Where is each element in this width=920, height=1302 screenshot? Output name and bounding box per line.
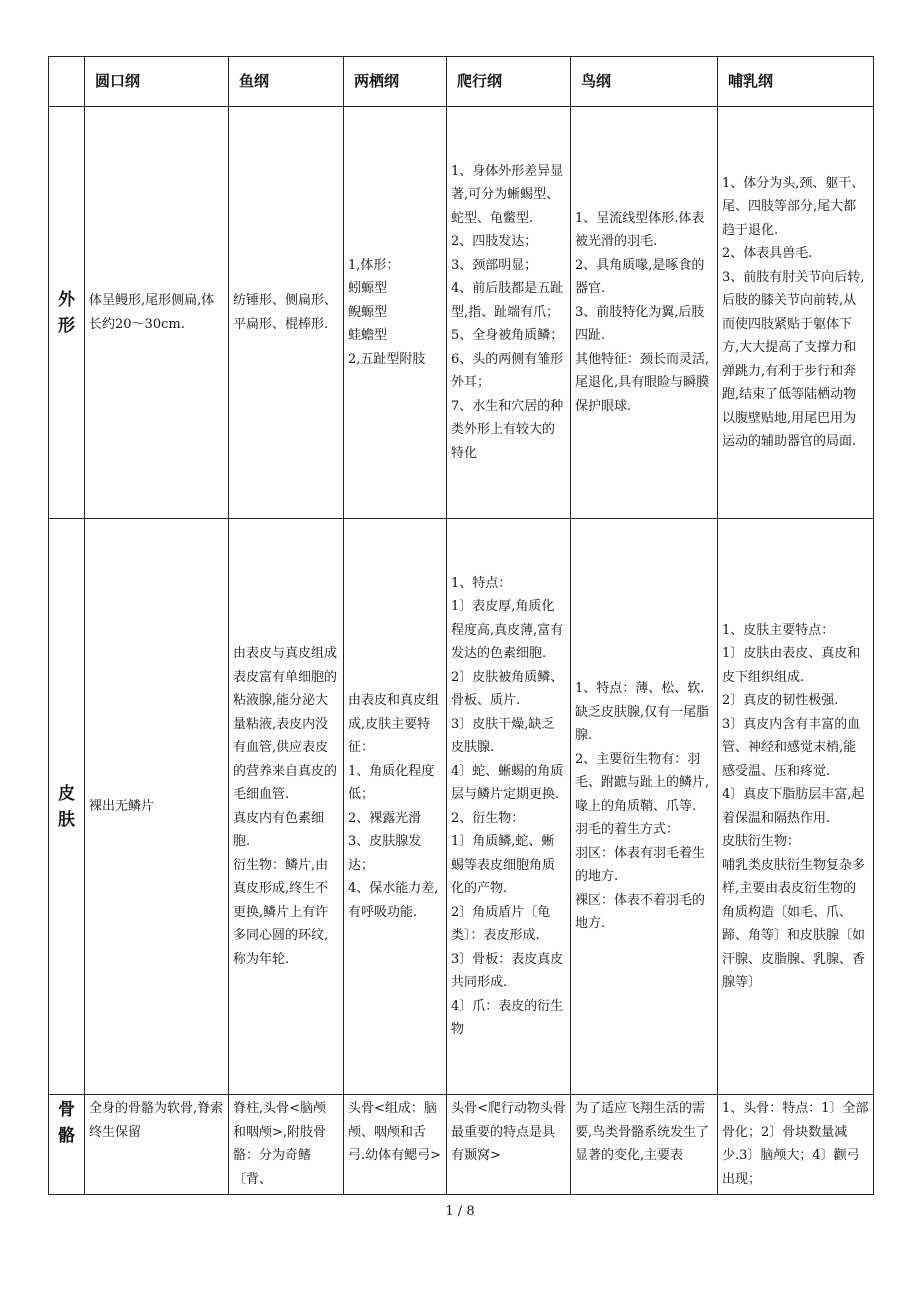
cell-line: 裸出无鳞片	[89, 798, 155, 814]
cell-line: 2〕真皮的韧性极强.	[722, 693, 839, 708]
cell-pisces	[229, 107, 344, 519]
row-label-skin	[49, 519, 85, 1095]
cell-line: 4〕蛇、蜥蜴的角质层与鳞片定期更换.	[451, 763, 564, 802]
cell-aves	[571, 1095, 718, 1195]
cell-line: 其他特征：颈长而灵活,尾退化,具有眼睑与瞬膜保护眼球.	[575, 351, 710, 414]
cell-line: 哺乳类皮肤衍生物复杂多样,主要由表皮衍生物的角质构造〔如毛、爪、蹄、角等〕和皮肤腺〔如汗腺、皮脂腺、乳腺、香腺等〕	[722, 857, 866, 990]
header-mammalia: 哺乳纲	[718, 57, 874, 107]
cell-line: 2、裸露光滑	[348, 810, 422, 826]
cell-line: 全身的骨骼为软骨,脊索终生保留	[89, 1101, 224, 1140]
cell-line: 1、头骨：特点：1〕全部骨化；2〕骨块数量减少.3〕脑颅大；4〕颧弓出现；	[722, 1101, 869, 1187]
cell-line: 1,体形：	[348, 257, 400, 273]
row-label-char: 骨	[58, 1100, 75, 1120]
cell-cyclostomata	[85, 1095, 229, 1195]
header-amphibia: 两栖纲	[344, 57, 447, 107]
header-pisces: 鱼纲	[229, 57, 344, 107]
header-row	[49, 57, 874, 107]
cell-line: 1〕表皮厚,角质化程度高,真皮薄,富有发达的色素细胞.	[451, 599, 564, 661]
cell-amphibia	[344, 519, 447, 1095]
cell-line: 皮肤衍生物：	[722, 834, 801, 849]
cell-reptilia	[447, 1095, 571, 1195]
cell-line: 4、前后肢都是五趾型,指、趾端有爪；	[451, 281, 564, 320]
row-skeleton	[49, 1095, 874, 1195]
corner-header	[49, 57, 85, 107]
cell-line: 体呈鳗形,尾形侧扁,体长约20～30cm.	[89, 293, 215, 332]
cell-line: 1、身体外形差异显著,可分为蜥蜴型、蛇型、龟鳖型.	[451, 163, 564, 226]
cell-line: 为了适应飞翔生活的需要,鸟类骨骼系统发生了显著的变化,主要表	[575, 1101, 710, 1163]
cell-line: 6、头的两侧有雏形外耳；	[451, 351, 564, 391]
cell-line: 由表皮和真皮组成,皮肤主要特征：	[348, 693, 440, 755]
cell-reptilia	[447, 107, 571, 519]
row-label-char: 骼	[58, 1126, 75, 1146]
cell-line: 2、体表具兽毛.	[722, 246, 813, 261]
cell-line: 3、皮肤腺发达；	[348, 834, 422, 873]
cell-line: 1〕角质鳞,蛇、蜥蜴等表皮细胞角质化的产物.	[451, 834, 556, 896]
cell-line: 2、衍生物：	[451, 810, 525, 826]
cell-line: 1、呈流线型体形.体表被光滑的羽毛.	[575, 210, 705, 250]
cell-pisces	[229, 1095, 344, 1195]
cell-line: 衍生物：鳞片,由真皮形成,终生不更换,鳞片上有许多同心圆的环纹,称为年轮.	[233, 857, 329, 967]
row-label-skeleton	[49, 1095, 85, 1195]
cell-line: 2〕角质盾片〔龟类〕：表皮形成.	[451, 904, 551, 943]
cell-line: 3、颈部明显；	[451, 257, 538, 273]
cell-cyclostomata	[85, 519, 229, 1095]
cell-line: 7、水生和穴居的种类外形上有较大的特化	[451, 398, 564, 461]
row-label-char: 肤	[58, 809, 75, 830]
cell-mammalia	[718, 107, 874, 519]
cell-line: 1、角质化程度低；	[348, 763, 435, 802]
cell-line: 2、具角质喙,是啄食的器官.	[575, 257, 705, 297]
cell-line: 蚓螈型	[348, 281, 388, 297]
cell-line: 2、四肢发达；	[451, 234, 538, 250]
cell-line: 3、前肢特化为翼,后肢四趾.	[575, 304, 705, 344]
cell-line: 4〕真皮下脂肪层丰富,起着保温和隔热作用.	[722, 787, 865, 826]
cell-line: 4、保水能力差,有呼吸功能.	[348, 881, 439, 920]
header-reptilia: 爬行纲	[447, 57, 571, 107]
row-label-char: 形	[58, 315, 75, 336]
zoology-comparison-table	[48, 56, 874, 1195]
cell-line: 蛙蟾型	[348, 328, 388, 344]
cell-line: 1〕皮肤由表皮、真皮和皮下组织组成.	[722, 646, 861, 685]
row-label-char: 外	[58, 289, 75, 310]
cell-line: 头骨<爬行动物头骨最重要的特点是具有颞窝>	[451, 1101, 566, 1163]
cell-line: 1、皮肤主要特点：	[722, 622, 835, 638]
cell-line: 羽区：体表有羽毛着生的地方.	[575, 845, 706, 885]
cell-amphibia	[344, 107, 447, 519]
cell-line: 头骨<组成：脑颅、咽颅和舌弓.幼体有鳃弓>	[348, 1101, 442, 1163]
cell-line: 表皮富有单细胞的粘液腺,能分泌大量粘液,表皮内没有血管,供应表皮的营养来自真皮的毛细血管.	[233, 669, 338, 802]
cell-aves	[571, 519, 718, 1095]
cell-line: 裸区：体表不着羽毛的地方.	[575, 892, 706, 932]
cell-cyclostomata	[85, 107, 229, 519]
cell-line: 羽毛的着生方式：	[575, 822, 680, 838]
cell-line: 3〕皮肤干燥,缺乏皮肤腺.	[451, 716, 555, 755]
cell-amphibia	[344, 1095, 447, 1195]
cell-line: 脊柱,头骨<脑颅和咽颅>,附肢骨骼：分为奇鳍〔背、	[233, 1101, 327, 1187]
cell-line: 1、特点：	[451, 575, 512, 591]
row-external-form	[49, 107, 874, 519]
row-label-char: 皮	[58, 783, 75, 804]
cell-line: 2〕皮肤被角质鳞、骨板、质片.	[451, 669, 564, 708]
cell-line: 鲵螈型	[348, 304, 388, 320]
cell-line: 1、特点：薄、松、软.缺乏皮肤腺,仅有一尾脂腺.	[575, 681, 710, 744]
cell-line: 4〕爪：表皮的衍生物	[451, 998, 564, 1037]
cell-pisces	[229, 519, 344, 1095]
cell-line: 3〕真皮内含有丰富的血管、神经和感觉末梢,能感受温、压和疼觉.	[722, 716, 861, 779]
row-label-external-form	[49, 107, 85, 519]
page-number: 1 / 8	[445, 1204, 475, 1219]
cell-mammalia	[718, 519, 874, 1095]
header-cyclostomata: 圆口纲	[85, 57, 229, 107]
cell-reptilia	[447, 519, 571, 1095]
cell-line: 由表皮与真皮组成	[233, 646, 338, 661]
cell-line: 1、体分为头,颈、躯干、尾、四肢等部分,尾大都趋于退化.	[722, 175, 865, 238]
cell-line: 纺锤形、侧扁形、平扁形、棍棒形.	[233, 293, 338, 332]
cell-line: 5、全身被角质鳞；	[451, 328, 564, 344]
header-aves: 鸟纲	[571, 57, 718, 107]
cell-line: 2,五趾型附肢	[348, 351, 426, 367]
cell-line: 3〕骨板：表皮真皮共同形成.	[451, 951, 564, 990]
row-skin	[49, 519, 874, 1095]
cell-line: 2、主要衍生物有：羽毛、跗蹠与趾上的鳞片,喙上的角质鞘、爪等.	[575, 751, 710, 814]
cell-aves	[571, 107, 718, 519]
cell-line: 3、前肢有肘关节向后转,后肢的膝关节向前转,从而使四肢紧贴于躯体下方,大大提高了支撑力和弹跳力,有利于步行和奔跑,结束了低等陆栖动物以腹壁贴地,用尾巴用为运动的辅助器官的局面.	[722, 269, 865, 449]
cell-mammalia	[718, 1095, 874, 1195]
cell-line: 真皮内有色素细胞.	[233, 810, 325, 849]
